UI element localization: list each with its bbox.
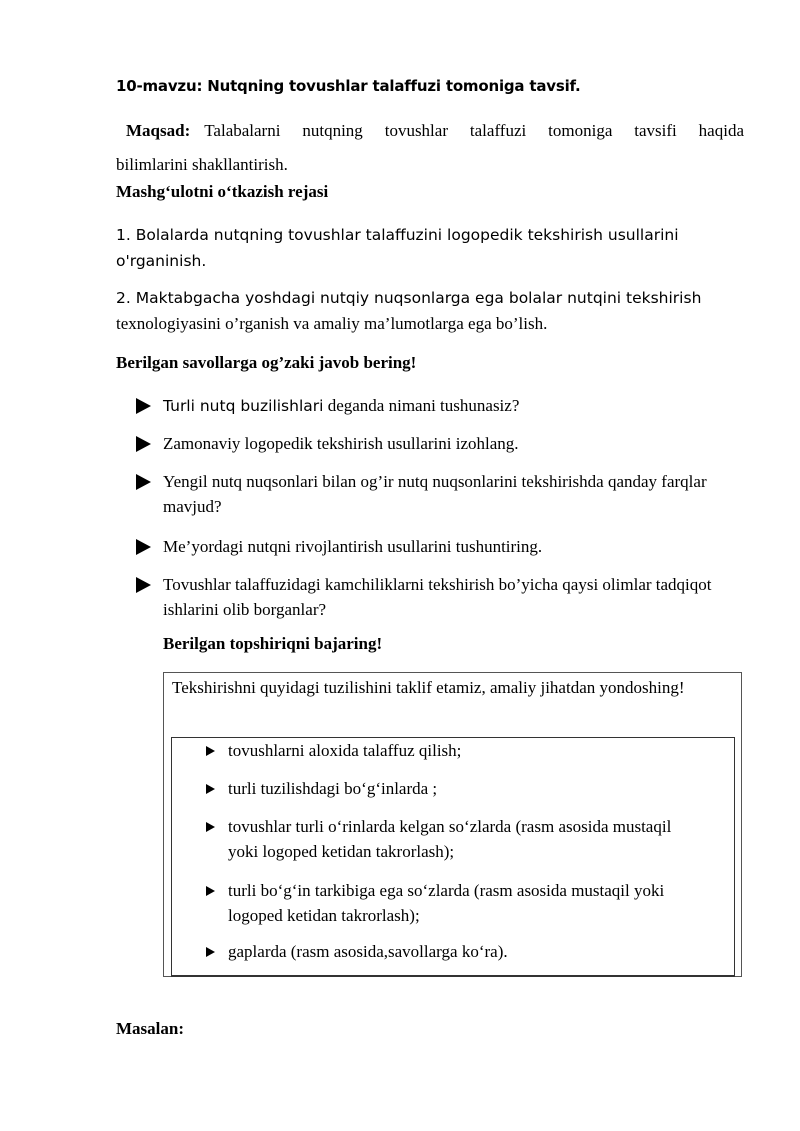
question-item-4: [136, 534, 736, 559]
arrow-right-icon: [136, 436, 151, 452]
task-heading: Berilgan topshiriqni bajaring!: [163, 634, 383, 653]
question-4-text: Me’yordagi nutqni rivojlantirish usullarini tushuntiring.: [163, 537, 543, 556]
task-item-text: gaplarda (rasm asosida,savollarga ko‘ra).: [228, 942, 508, 961]
triangle-bullet-icon: [206, 822, 215, 832]
question-3-text: Yengil nutq nuqsonlari bilan og’ir nutq nuqsonlarini tekshirishda qanday farqlar mavjud?: [163, 472, 707, 516]
question-2-text: Zamonaviy logopedik tekshirish usullarini izohlang.: [163, 434, 519, 453]
question-item-2: [136, 431, 736, 456]
question-5-text: Tovushlar talaffuzidagi kamchiliklarni tekshirish bo’yicha qaysi olimlar tadqiqot ishlarini olib borganlar?: [163, 575, 712, 619]
goal-text-line1: Talabalarni nutqning tovushlar talaffuzi tomoniga tavsifi haqida: [204, 121, 744, 140]
question-item-3: [136, 469, 726, 519]
example-label: Masalan:: [116, 1019, 184, 1038]
triangle-bullet-icon: [206, 784, 215, 794]
page-title: 10-mavzu: Nutqning tovushlar talaffuzi tomoniga tavsif.: [116, 77, 581, 95]
task-item-text: turli bo‘g‘in tarkibiga ega so‘zlarda (rasm asosida mustaqil yoki logoped ketidan takrorlash);: [228, 881, 665, 925]
task-list-box: [171, 737, 735, 977]
questions-heading: Berilgan savollarga og’zaki javob bering!: [116, 353, 417, 372]
question-item-5: [136, 572, 726, 622]
triangle-bullet-icon: [206, 746, 215, 756]
task-box: [163, 672, 742, 977]
task-item-text: tovushlarni aloxida talaffuz qilish;: [228, 741, 462, 760]
plan-item-1: 1. Bolalarda nutqning tovushlar talaffuzini logopedik tekshirish usullarini o'rganinish.: [116, 226, 679, 270]
arrow-right-icon: [136, 577, 151, 593]
task-list-item: [206, 814, 676, 864]
task-item-text: turli tuzilishdagi bo‘g‘inlarda ;: [228, 779, 438, 798]
goal-text-line2: bilimlarini shakllantirish.: [116, 155, 288, 174]
triangle-bullet-icon: [206, 886, 215, 896]
arrow-right-icon: [136, 539, 151, 555]
question-1-part-a: Turli nutq buzilishlari: [163, 397, 324, 415]
task-list-item: [206, 776, 720, 801]
task-list-item: [206, 738, 720, 763]
goal-label: Maqsad:: [126, 121, 191, 140]
task-list-item: [206, 878, 720, 928]
question-1-part-b: deganda nimani tushunasiz?: [323, 396, 520, 415]
plan-item-2-line2: texnologiyasini o’rganish va amaliy ma’lumotlarga ega bo’lish.: [116, 314, 548, 333]
task-item-text: tovushlar turli o‘rinlarda kelgan so‘zlarda (rasm asosida mustaqil yoki logoped ketidan takrorlash);: [228, 817, 672, 861]
plan-heading: Mashg‘ulotni o‘tkazish rejasi: [116, 182, 329, 201]
arrow-right-icon: [136, 398, 151, 414]
goal-paragraph: [116, 114, 744, 182]
question-item-1: [136, 393, 736, 419]
arrow-right-icon: [136, 474, 151, 490]
task-intro: Tekshirishni quyidagi tuzilishini taklif etamiz, amaliy jihatdan yondoshing!: [172, 678, 685, 697]
triangle-bullet-icon: [206, 947, 215, 957]
task-list-item: [206, 939, 720, 964]
plan-item-2-line1: 2. Maktabgacha yoshdagi nutqiy nuqsonlarga ega bolalar nutqini tekshirish: [116, 289, 702, 307]
